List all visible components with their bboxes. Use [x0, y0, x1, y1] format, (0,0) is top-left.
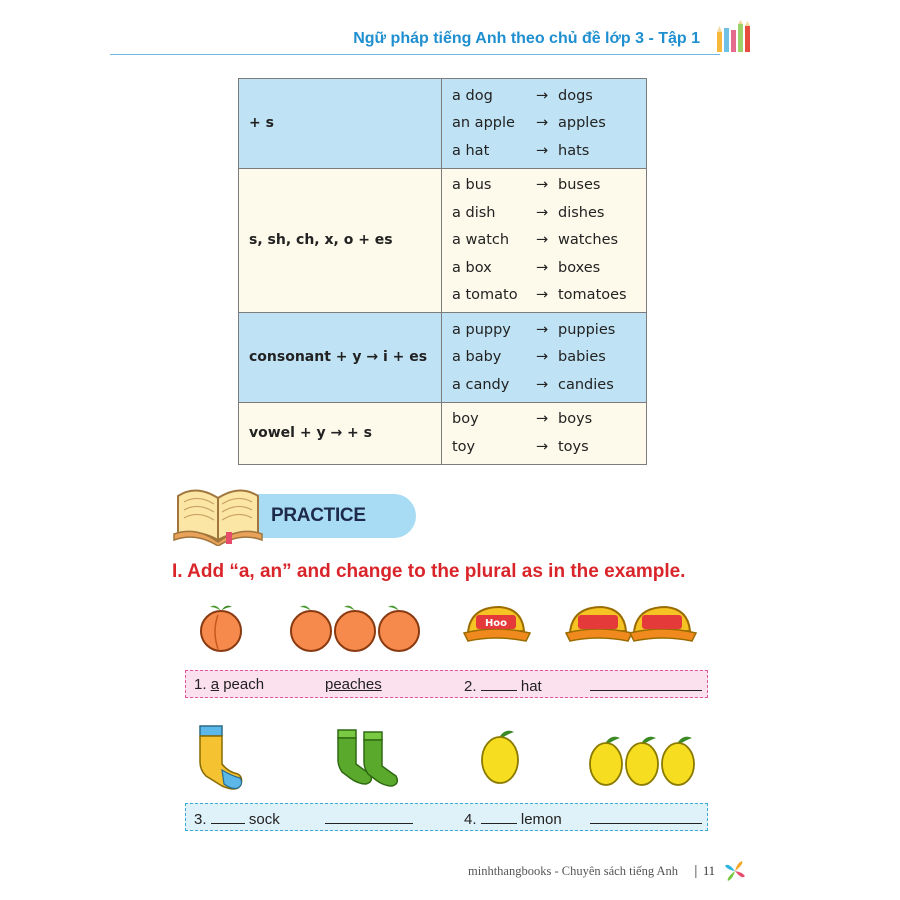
peach-icon — [196, 601, 246, 653]
rule-cell: + s — [239, 79, 442, 169]
exercise-heading: I. Add “a, an” and change to the plural as in the example. — [172, 561, 686, 582]
singular-word: a hat — [452, 142, 490, 159]
socks-icon — [332, 728, 402, 788]
article-blank[interactable] — [481, 809, 517, 824]
example-line — [452, 137, 646, 165]
example-line — [452, 110, 646, 138]
item-number: 1. — [194, 676, 207, 693]
example-line — [452, 371, 646, 399]
article-answer: a — [210, 676, 220, 693]
item-1 — [194, 676, 264, 693]
singular-word: a dish — [452, 204, 496, 221]
example-line — [452, 433, 646, 461]
item-4 — [464, 809, 562, 828]
plural-rules-table — [238, 78, 647, 465]
item-noun: lemon — [520, 811, 562, 828]
arrow-icon: → — [536, 115, 549, 132]
arrow-icon: → — [536, 321, 549, 338]
arrow-icon: → — [536, 287, 549, 304]
item-number: 2. — [464, 678, 477, 695]
plural-word: toys — [558, 438, 589, 455]
plural-word: hats — [558, 142, 590, 159]
article-blank[interactable] — [211, 809, 245, 824]
plural-blank-2[interactable] — [590, 676, 702, 695]
table-row — [239, 168, 647, 313]
singular-word: a dog — [452, 87, 493, 104]
singular-word: boy — [452, 411, 479, 428]
plural-word: tomatoes — [558, 287, 627, 304]
examples-cell — [442, 313, 647, 403]
arrow-icon: → — [536, 204, 549, 221]
arrow-icon: → — [536, 376, 549, 393]
item-noun: sock — [248, 811, 280, 828]
hats-icon — [562, 603, 698, 647]
example-line — [452, 316, 646, 344]
singular-word: a candy — [452, 376, 510, 393]
page-number: 11 — [703, 864, 716, 878]
rule-cell: consonant + y → i + es — [239, 313, 442, 403]
footer-separator: | — [694, 862, 698, 878]
plural-word: babies — [558, 349, 606, 366]
practice-label: PRACTICE — [271, 505, 366, 526]
table-row — [239, 79, 647, 169]
singular-word: a box — [452, 259, 492, 276]
answer-strip-row-1 — [185, 670, 708, 698]
item-3 — [194, 809, 280, 828]
example-line — [452, 227, 646, 255]
publisher-logo-icon — [724, 860, 746, 882]
table-row — [239, 402, 647, 464]
singular-word: an apple — [452, 115, 515, 132]
example-line — [452, 82, 646, 110]
hat-icon — [460, 603, 532, 647]
article-blank[interactable] — [481, 676, 517, 691]
item-2 — [464, 676, 542, 695]
item-number: 3. — [194, 811, 207, 828]
item-number: 4. — [464, 811, 477, 828]
example-line — [452, 172, 646, 200]
example-line — [452, 344, 646, 372]
peaches-icon — [286, 601, 426, 653]
singular-word: a baby — [452, 349, 502, 366]
arrow-icon: → — [536, 411, 549, 428]
answer-strip-row-2 — [185, 803, 708, 831]
header-title: Ngữ pháp tiếng Anh theo chủ đề lớp 3 - Tập 1 — [353, 30, 700, 47]
arrow-icon: → — [536, 87, 549, 104]
singular-word: toy — [452, 438, 476, 455]
hat-text: Hoo — [484, 618, 508, 629]
arrow-icon: → — [536, 349, 549, 366]
item-noun: hat — [520, 678, 542, 695]
arrow-icon: → — [536, 142, 549, 159]
singular-word: a puppy — [452, 321, 511, 338]
plural-word: boys — [558, 411, 593, 428]
arrow-icon: → — [536, 438, 549, 455]
singular-word: a tomato — [452, 287, 518, 304]
examples-cell — [442, 79, 647, 169]
plural-word: boxes — [558, 259, 601, 276]
arrow-icon: → — [536, 177, 549, 194]
rule-cell: s, sh, ch, x, o + es — [239, 168, 442, 313]
pencils-icon — [715, 20, 757, 54]
example-line — [452, 406, 646, 434]
plural-word: candies — [558, 376, 614, 393]
example-line — [452, 282, 646, 310]
arrow-icon: → — [536, 232, 549, 249]
plural-blank-3[interactable] — [325, 809, 413, 828]
lemons-icon — [586, 734, 696, 788]
examples-cell — [442, 168, 647, 313]
rule-cell: vowel + y → + s — [239, 402, 442, 464]
footer-publisher: minhthangbooks - Chuyên sách tiếng Anh — [468, 864, 679, 878]
plural-word: dogs — [558, 87, 593, 104]
plural-word: watches — [558, 232, 619, 249]
example-line — [452, 254, 646, 282]
plural-answer: peaches — [325, 676, 382, 693]
plural-word: dishes — [558, 204, 605, 221]
singular-word: a watch — [452, 232, 510, 249]
item-noun: peach — [223, 676, 265, 693]
arrow-icon: → — [536, 259, 549, 276]
lemon-icon — [476, 728, 524, 786]
header-divider — [110, 54, 720, 55]
plural-word: apples — [558, 115, 606, 132]
plural-word: puppies — [558, 321, 616, 338]
table-row — [239, 313, 647, 403]
plural-word: buses — [558, 177, 601, 194]
examples-cell — [442, 402, 647, 464]
example-line — [452, 199, 646, 227]
sock-icon — [192, 724, 246, 792]
plural-blank-4[interactable] — [590, 809, 702, 828]
singular-word: a bus — [452, 177, 492, 194]
open-book-icon — [172, 476, 264, 546]
